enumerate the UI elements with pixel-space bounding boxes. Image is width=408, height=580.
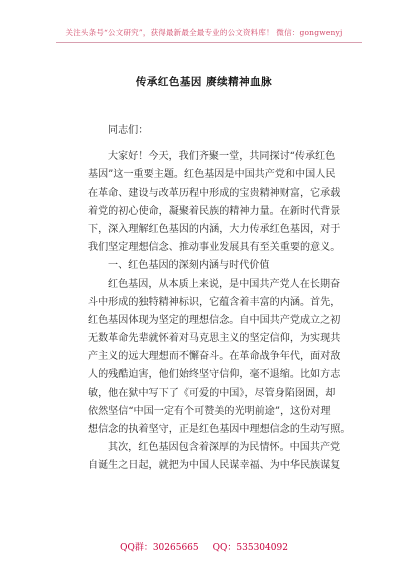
body-line: 自诞生之日起，就把为中国人民谋幸福、为中华民族谋复	[88, 460, 341, 472]
header-divider	[56, 42, 362, 43]
body-line: 无数革命先辈就怀着对马克思主义的坚定信仰，为实现共	[88, 333, 341, 345]
body-line: 我们坚定理想信念、推动事业发展具有至关重要的意义。	[88, 242, 341, 254]
salutation-line: 同志们：	[108, 125, 149, 136]
footer-qq-group: QQ群：30265665	[120, 543, 199, 553]
document-title: 传承红色基因 赓续精神血脉	[135, 76, 273, 88]
footer-qq-number: QQ：535304092	[212, 543, 288, 553]
body-line: 敏，他在狱中写下了《可爱的中国》，尽管身陷囹圄，却	[88, 387, 336, 399]
body-line: 想信念的执着坚守，正是红色基因中理想信念的生动写照。	[88, 424, 351, 435]
body-line: 红色基因，从本质上来说，是中国共产党人在长期奋	[108, 278, 341, 290]
header-banner: 关注头条号“公文研究”，获得最新最全最专业的公文资料库！ 微信：gongwenyj	[65, 28, 343, 37]
body-line: 着党的初心使命，凝聚着民族的精神力量。在新时代背景	[88, 205, 341, 217]
section-heading: 一、红色基因的深刻内涵与时代价值	[108, 260, 270, 272]
body-line: 依然坚信“中国一定有个可赞美的光明前途”，这份对理	[88, 405, 331, 417]
body-line: 斗中形成的独特精神标识，它蕴含着丰富的内涵。首先，	[88, 296, 341, 308]
footer-contact	[0, 540, 408, 553]
body-line: 下，深入理解红色基因的内涵，大力传承红色基因，对于	[88, 223, 341, 235]
body-line: 其次，红色基因包含着深厚的为民情怀。中国共产党	[108, 442, 341, 454]
body-line: 人的残酷迫害，他们始终坚守信仰，毫不退缩。比如方志	[88, 369, 341, 381]
body-line: 红色基因体现为坚定的理想信念。自中国共产党成立之初	[88, 314, 341, 326]
body-line: 在革命、建设与改革历程中形成的宝贵精神财富，它承载	[88, 187, 341, 199]
document-body	[88, 122, 351, 476]
body-line: 基因”这一重要主题。红色基因是中国共产党和中国人民	[88, 169, 336, 181]
body-line: 大家好！今天，我们齐聚一堂，共同探讨“传承红色	[108, 151, 336, 163]
body-line: 产主义的远大理想而不懈奋斗。在革命战争年代，面对敌	[88, 351, 341, 363]
